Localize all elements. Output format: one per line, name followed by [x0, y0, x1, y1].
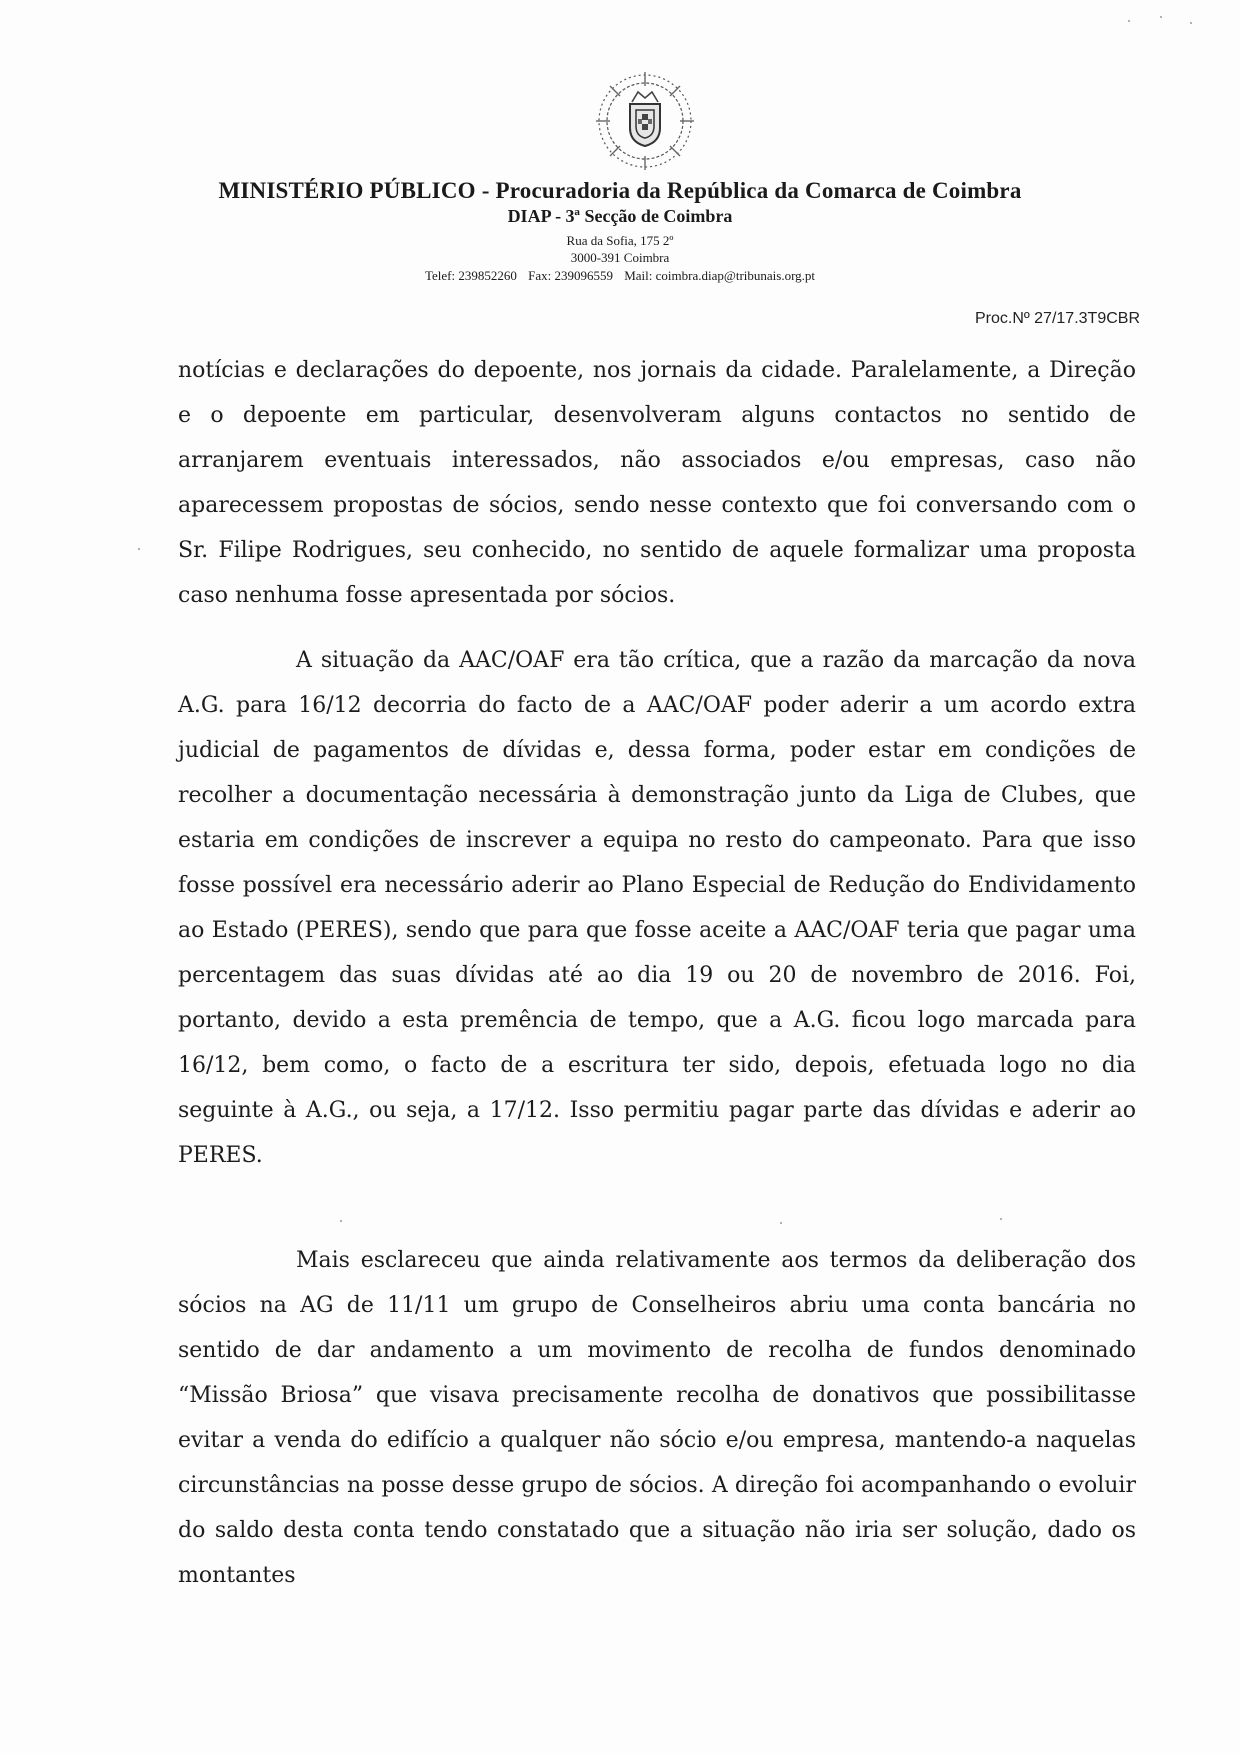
scan-speck — [1000, 1218, 1002, 1220]
scan-speck — [1128, 20, 1130, 22]
header-fax: Fax: 239096559 — [528, 268, 613, 283]
header-phone: Telef: 239852260 — [424, 268, 517, 283]
paragraph-1: notícias e declarações do depoente, nos jornais da cidade. Paralelamente, a Direção e o depoente em particular, desenvolveram alguns contactos no sentido de arranjarem eventuais interessados, não associados e/ou empresas, caso não aparecessem propostas de sócios, sendo nesse contexto que foi conversando com o Sr. Filipe Rodrigues, seu conhecido, no sentido de aquele formalizar uma proposta caso nenhuma fosse apresentada por sócios. — [178, 358, 1136, 608]
paragraph-2: A situação da AAC/OAF era tão crítica, que a razão da marcação da nova A.G. para 16/12 decorria do facto de a AAC/OAF poder aderir a um acordo extra judicial de pagamentos de dívidas e, dessa forma, poder estar em condições de recolher a documentação necessária à demonstração junto da Liga de Clubes, que estaria em condições de inscrever a equipa no resto do campeonato. Para que isso fosse possível era necessário aderir ao Plano Especial de Redução do Endividamento ao Estado (PERES), sendo que para que fosse aceite a AAC/OAF teria que pagar uma percentagem das suas dívidas até ao dia 19 ou 20 de novembro de 2016. Foi, portanto, devido a esta premência de tempo, que a A.G. ficou logo marcada para 16/12, bem como, o facto de a escritura ter sido, depois, efetuada logo no dia seguinte à A.G., ou seja, a 17/12. Isso permitiu pagar parte das dívidas e aderir ao PERES. — [178, 648, 1136, 1168]
scan-speck — [1190, 22, 1192, 24]
header-mail: Mail: coimbra.diap@tribunais.org.pt — [624, 268, 816, 283]
header-contact — [0, 268, 1240, 284]
portuguese-coat-of-arms-icon — [590, 66, 700, 176]
header-title: MINISTÉRIO PÚBLICO - Procuradoria da República da Comarca de Coimbra — [218, 178, 1022, 203]
process-number: Proc.Nº 27/17.3T9CBR — [974, 310, 1140, 327]
header-subtitle: DIAP - 3ª Secção de Coimbra — [507, 206, 733, 226]
paragraph-3: Mais esclareceu que ainda relativamente aos termos da deliberação dos sócios na AG de 11/11 um grupo de Conselheiros abriu uma conta bancária no sentido de dar andamento a um movimento de recolha de fundos denominado “Missão Briosa” que visava precisamente recolha de donativos que possibilitasse evitar a venda do edifício a qualquer não sócio e/ou empresa, mantendo-a naquelas circunstâncias na posse desse grupo de sócios. A direção foi acompanhando o evoluir do saldo desta conta tendo constatado que a situação não iria ser solução, dado os montantes — [178, 1248, 1136, 1588]
scan-speck — [780, 1222, 782, 1224]
scan-speck — [1160, 16, 1162, 18]
scan-speck — [138, 548, 140, 550]
header-address-line1: Rua da Sofia, 175 2º — [566, 233, 674, 248]
scan-speck — [340, 1220, 342, 1222]
header-address-line2: 3000-391 Coimbra — [570, 250, 670, 265]
